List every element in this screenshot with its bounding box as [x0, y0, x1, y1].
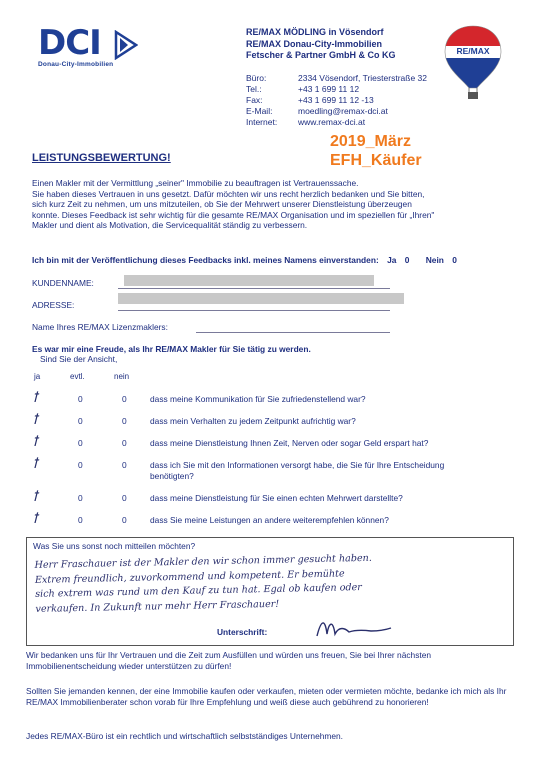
nein-value[interactable]: 0 — [122, 394, 127, 404]
nein-value[interactable]: 0 — [122, 493, 127, 503]
company-line: RE/MAX MÖDLING in Vösendorf — [246, 27, 384, 37]
consent-text: Ich bin mit der Veröffentlichung dieses Feedbacks inkl. meines Namens einverstanden: — [32, 255, 379, 265]
contact-value: moedling@remax-dci.at — [298, 106, 388, 116]
intro-line: konnte. Dieses Feedback ist sehr wichtig für die gesamte RE/MAX Organisation und im speziellen für „Ihren" — [32, 209, 435, 220]
comment-box[interactable] — [26, 537, 514, 646]
consent-nein-value[interactable]: 0 — [452, 255, 457, 265]
contact-label: E-Mail: — [246, 106, 273, 116]
company-line: Fetscher & Partner GmbH & Co KG — [246, 50, 396, 60]
consent-row — [32, 255, 457, 265]
adresse-line — [118, 310, 390, 311]
consent-ja-value[interactable]: 0 — [404, 255, 410, 265]
footer-disclaimer: Jedes RE/MAX-Büro ist ein rechtlich und wirtschaftlich selbstständiges Unternehmen. — [26, 731, 343, 741]
column-ja: ja — [34, 372, 41, 381]
question-text: dass meine Dienstleistung für Sie einen echten Mehrwert darstellte? — [150, 493, 403, 503]
kundenname-redacted — [124, 275, 374, 286]
nein-value[interactable]: 0 — [122, 416, 127, 426]
lizenz-label: Name Ihres RE/MAX Lizenzmaklers: — [32, 322, 168, 332]
dci-arrow-icon — [114, 30, 138, 60]
contact-block — [246, 73, 427, 128]
contact-value: +43 1 699 11 12 — [298, 84, 360, 94]
handwritten-line: sich extrem was rund um den Kauf zu tun hat. Egal ob kaufen oder — [35, 582, 362, 600]
ja-checkmark[interactable]: ꝉ — [32, 489, 38, 505]
contact-label: Internet: — [246, 117, 278, 127]
signature-label: Unterschrift: — [217, 627, 268, 637]
nein-value[interactable]: 0 — [122, 438, 127, 448]
ja-checkmark[interactable]: ꝉ — [32, 511, 38, 527]
balloon-icon — [443, 24, 503, 104]
footer-thanks: Wir bedanken uns für Ihr Vertrauen und die Zeit zum Ausfüllen und würden uns freuen, Sie bei Ihrer nächsten Immobilienentscheidung wieder unterstützen zu dürfen! — [26, 650, 432, 671]
company-header — [246, 27, 396, 62]
intro-line: Einen Makler mit der Vermittlung „seiner" Immobilie zu beauftragen ist Vertrauenssache. — [32, 178, 359, 188]
remax-balloon-logo — [443, 24, 503, 104]
intro-line: sich kurz Zeit zu nehmen, um uns mitzuteilen, ob Sie der Mehrwert unserer Dienstleistung überzeugen — [32, 199, 412, 210]
page-title: LEISTUNGSBEWERTUNG! — [32, 152, 171, 164]
comment-label: Was Sie uns sonst noch mitteilen möchten? — [33, 541, 196, 551]
contact-label: Fax: — [246, 95, 263, 105]
dci-logo-subtitle: Donau-City-Immobilien — [38, 61, 114, 68]
consent-nein-label: Nein — [425, 255, 444, 265]
evtl-value[interactable]: 0 — [78, 460, 83, 470]
question-text: dass ich Sie mit den Informationen versorgt habe, die Sie für Ihre Entscheidung benötigten? — [150, 460, 445, 481]
contact-label: Tel.: — [246, 84, 262, 94]
dci-logo-letters: DCI — [38, 23, 101, 63]
consent-ja-label: Ja — [387, 255, 397, 265]
evtl-value[interactable]: 0 — [78, 438, 83, 448]
intro-text — [32, 178, 502, 231]
handwritten-comment — [34, 549, 503, 617]
nein-value[interactable]: 0 — [122, 460, 127, 470]
nein-value[interactable]: 0 — [122, 515, 127, 525]
intro-line: Sie haben dieses Vertrauen in uns gesetzt. Dafür möchten wir uns recht herzlich bedanken und Sie bitten, — [32, 188, 425, 199]
adresse-redacted — [118, 293, 404, 304]
stamp-line: 2019_März — [330, 133, 411, 150]
ja-checkmark[interactable]: ꝉ — [32, 390, 38, 406]
question-text: dass mein Verhalten zu jedem Zeitpunkt aufrichtig war? — [150, 416, 356, 426]
contact-value: 2334 Vösendorf, Triesterstraße 32 — [298, 73, 427, 83]
question-text: dass meine Dienstleistung Ihnen Zeit, Nerven oder sogar Geld erspart hat? — [150, 438, 429, 448]
section-heading: Es war mir eine Freude, als Ihr RE/MAX Makler für Sie tätig zu werden. — [32, 344, 311, 354]
question-text: dass Sie meine Leistungen an andere weiterempfehlen können? — [150, 515, 389, 525]
column-evtl: evtl. — [70, 372, 85, 381]
evtl-value[interactable]: 0 — [78, 493, 83, 503]
handwritten-line: verkaufen. In Zukunft nur mehr Herr Fraschauer! — [35, 598, 280, 615]
footer-referral: Sollten Sie jemanden kennen, der eine Immobilie kaufen oder verkaufen, mieten oder vermieten möchte, bedanke ich mich als Ihr RE/MAX Immobilienberater schon vorab für Ihre Empfehlung und weiß diese auch gebührend zu honorieren! — [26, 686, 507, 707]
adresse-label: ADRESSE: — [32, 300, 75, 310]
kundenname-line — [118, 288, 390, 289]
contact-label: Büro: — [246, 73, 267, 83]
handwritten-line: Extrem freundlich, zuvorkommend und kompetent. Er bemühte — [34, 567, 345, 586]
dci-logo — [38, 23, 148, 78]
stamp-line: EFH_Käufer — [330, 152, 422, 169]
ja-checkmark[interactable]: ꝉ — [32, 412, 38, 428]
ja-checkmark[interactable]: ꝉ — [32, 434, 38, 450]
ja-checkmark[interactable]: ꝉ — [32, 456, 38, 472]
section-subheading: Sind Sie der Ansicht, — [40, 354, 118, 364]
company-line: RE/MAX Donau-City-Immobilien — [246, 38, 383, 49]
signature-mark — [315, 616, 395, 640]
evtl-value[interactable]: 0 — [78, 515, 83, 525]
contact-value: +43 1 699 11 12 -13 — [298, 95, 374, 105]
column-nein: nein — [114, 372, 130, 381]
kundenname-label: KUNDENNAME: — [32, 278, 94, 288]
contact-value: www.remax-dci.at — [298, 117, 366, 127]
question-text: dass meine Kommunikation für Sie zufriedenstellend war? — [150, 394, 366, 404]
brand-text: RE/MAX — [456, 46, 490, 56]
evtl-value[interactable]: 0 — [78, 416, 83, 426]
handwritten-line: Herr Fraschauer ist der Makler den wir schon immer gesucht haben. — [34, 552, 372, 571]
evtl-value[interactable]: 0 — [78, 394, 83, 404]
intro-line: Makler und dient als Motivation, die Servicequalität ständig zu verbessern. — [32, 220, 308, 231]
date-stamp — [330, 132, 422, 170]
lizenz-line — [196, 332, 390, 333]
